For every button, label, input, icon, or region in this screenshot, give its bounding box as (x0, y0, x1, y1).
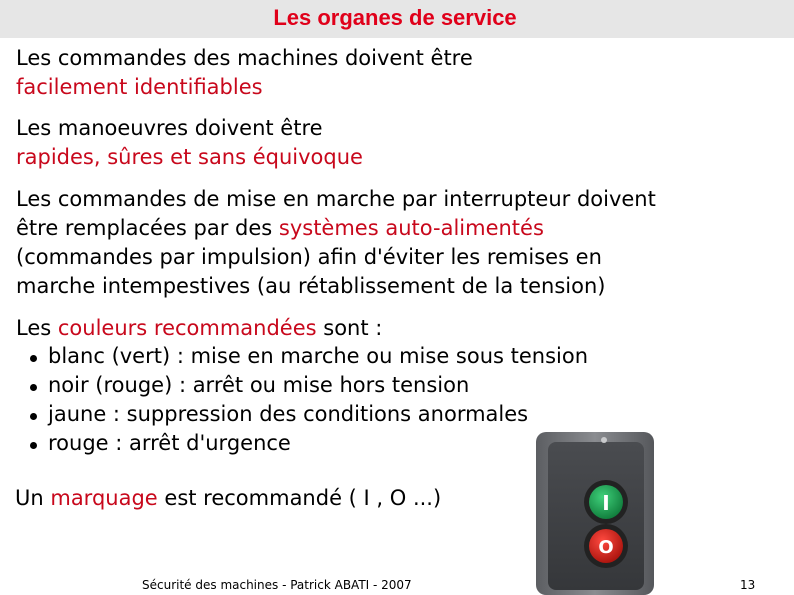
bullet-icon (30, 413, 37, 420)
paragraph-couleurs-intro (16, 314, 382, 343)
green-button-label: I (602, 491, 610, 515)
list-item (26, 342, 588, 371)
list-item (26, 429, 588, 458)
list-item (26, 400, 588, 429)
bullet-icon (30, 442, 37, 449)
paragraph-marquage (15, 484, 441, 513)
paragraph-manoeuvres (16, 114, 363, 172)
color-bullet-list (26, 342, 588, 458)
p5-highlight: marquage (50, 486, 158, 510)
p4-intro-a: Les (16, 316, 58, 340)
paragraph-identification (16, 44, 473, 102)
slide-title: Les organes de service (273, 5, 517, 30)
screw-icon (601, 437, 607, 443)
footer-text: Sécurité des machines - Patrick ABATI - 2007 (142, 578, 412, 592)
p3-line2 (16, 214, 656, 243)
p5-a: Un (15, 486, 51, 510)
p3-line4: marche intempestives (au rétablissement de la tension) (16, 274, 606, 298)
bullet-icon (30, 355, 37, 362)
list-item (26, 371, 588, 400)
p5-c: est recommandé ( I , O ...) (157, 486, 442, 510)
page-number: 13 (740, 578, 756, 592)
bullet-text: rouge : arrêt d'urgence (48, 431, 291, 455)
bullet-text: jaune : suppression des conditions anormales (48, 402, 529, 426)
push-button-station-image (528, 430, 664, 595)
p2-line1: Les manoeuvres doivent être (16, 116, 323, 140)
p4-intro-c: sont : (316, 316, 383, 340)
bullet-text: noir (rouge) : arrêt ou mise hors tension (48, 373, 470, 397)
bullet-icon (30, 384, 37, 391)
p3-line1: Les commandes de mise en marche par interrupteur doivent (16, 187, 656, 211)
red-button-label: O (598, 537, 614, 558)
p3-line3: (commandes par impulsion) afin d'éviter les remises en (16, 245, 602, 269)
p3-line2-text: être remplacées par des (16, 216, 279, 240)
paragraph-commandes (16, 185, 656, 301)
p2-line2: rapides, sûres et sans équivoque (16, 145, 363, 169)
bullet-text: blanc (vert) : mise en marche ou mise sous tension (48, 344, 589, 368)
p4-highlight: couleurs recommandées (57, 316, 317, 340)
p3-highlight: systèmes auto-alimentés (278, 216, 544, 240)
p1-line2: facilement identifiables (16, 75, 263, 99)
p1-line1: Les commandes des machines doivent être (16, 46, 473, 70)
title-bar (0, 0, 794, 38)
